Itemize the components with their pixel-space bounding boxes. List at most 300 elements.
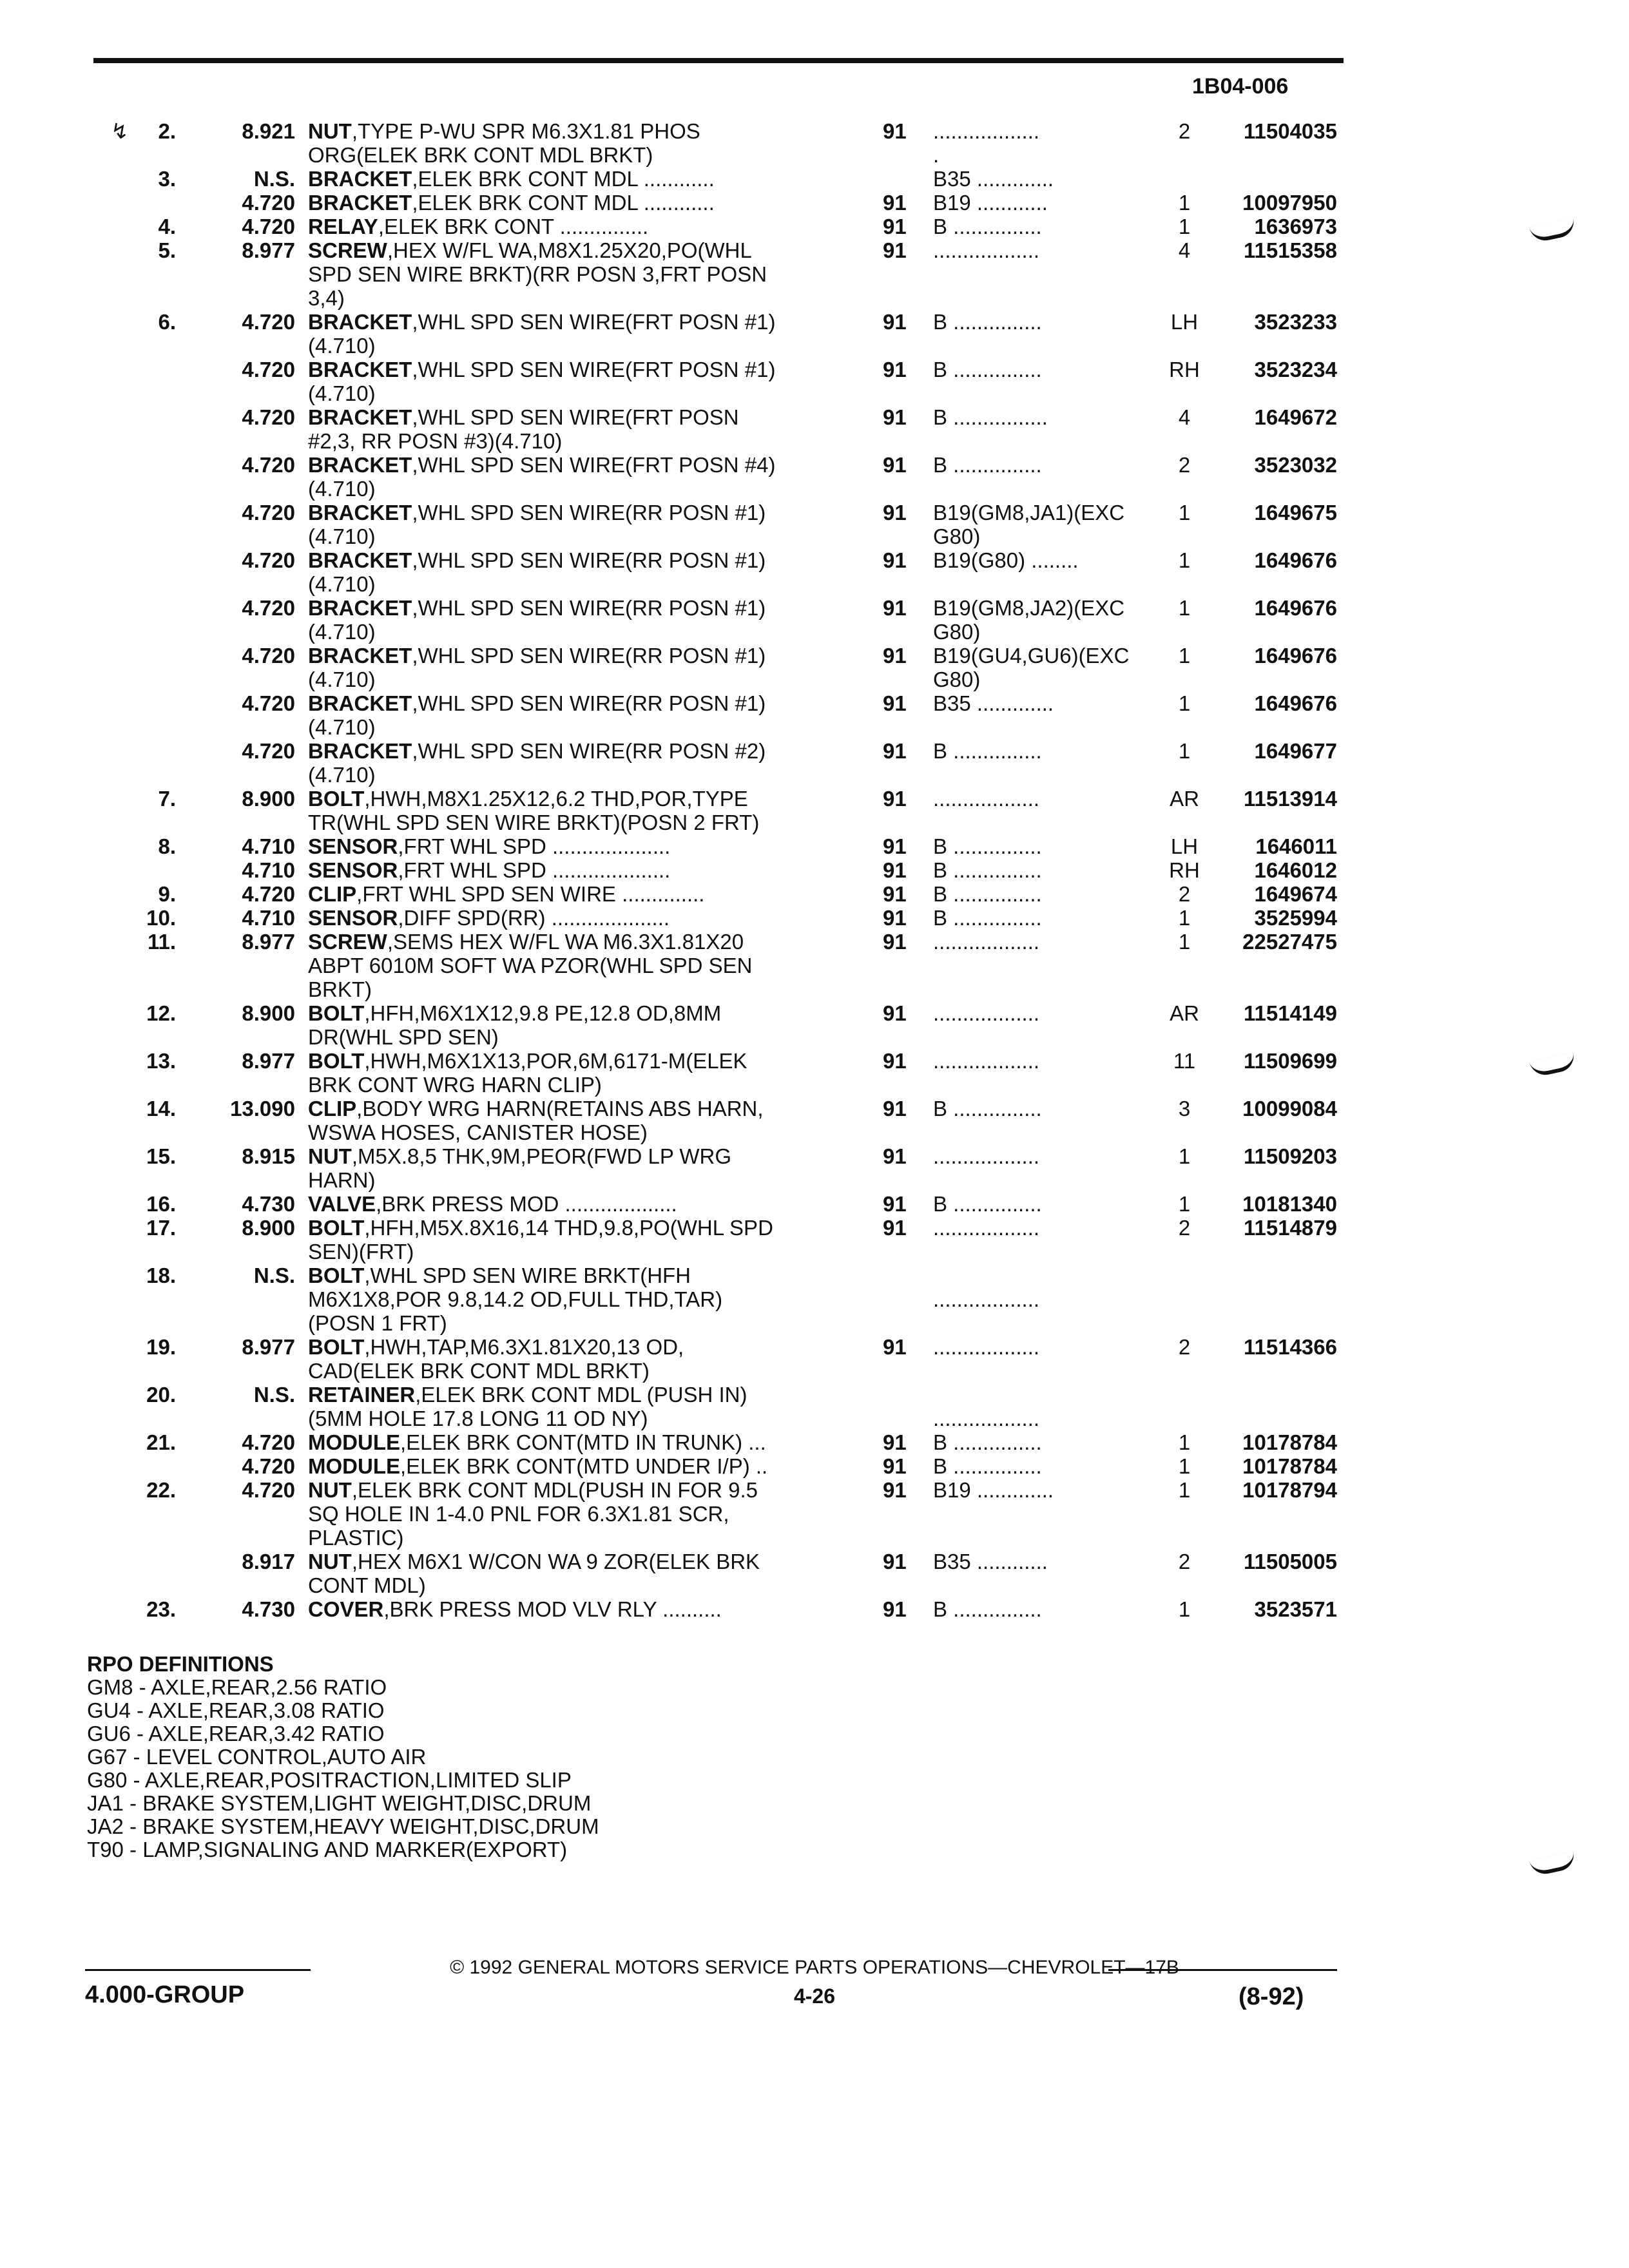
page-code: 1B04-006 (1192, 74, 1289, 99)
qty-code: 91 (883, 739, 907, 763)
quantity-used: 1 (1178, 1192, 1191, 1216)
part-description (308, 1550, 760, 1573)
qty-code: 91 (883, 930, 907, 954)
quantity-used: 1 (1178, 596, 1191, 620)
part-name: MODULE (308, 1454, 400, 1478)
model-usage: B ................ (933, 405, 1048, 429)
binder-mark (1529, 1851, 1577, 1877)
part-number: 10178784 (1242, 1430, 1337, 1454)
part-description (308, 334, 376, 358)
part-description (308, 501, 766, 524)
table-row (0, 1240, 1629, 1264)
part-detail: ,HWH,M8X1.25X12,6.2 THD,POR,TYPE (364, 787, 748, 811)
table-row (0, 1264, 1629, 1287)
table-row (0, 1311, 1629, 1335)
table-row (0, 1383, 1629, 1407)
part-detail: ,DIFF SPD(RR) .................... (398, 906, 670, 930)
model-usage: .................. (933, 930, 1040, 954)
table-row (0, 334, 1629, 358)
quantity-used: 2 (1178, 119, 1191, 143)
item-number: 15. (146, 1144, 176, 1168)
group-number: 8.900 (242, 1001, 295, 1025)
model-usage: B ............... (933, 1430, 1042, 1454)
part-description (308, 1526, 404, 1550)
table-row (0, 1526, 1629, 1550)
group-number: 4.720 (242, 215, 295, 238)
rpo-lines (87, 1676, 599, 1861)
part-detail: ,WHL SPD SEN WIRE(FRT POSN #4) (412, 453, 776, 477)
group-number: 8.915 (242, 1144, 295, 1168)
table-row (0, 739, 1629, 763)
rpo-line: GU6 - AXLE,REAR,3.42 RATIO (87, 1722, 385, 1745)
part-detail: ,WHL SPD SEN WIRE(RR POSN #2) (412, 739, 766, 763)
part-detail: ABPT 6010M SOFT WA PZOR(WHL SPD SEN (308, 954, 753, 977)
part-description (308, 763, 376, 787)
part-description (308, 524, 376, 548)
model-usage: G80) (933, 668, 981, 691)
model-usage: B19(GM8,JA2)(EXC (933, 596, 1125, 620)
part-description (308, 882, 704, 906)
group-number: 4.720 (242, 691, 295, 715)
quantity-used: 1 (1178, 501, 1191, 524)
part-description (308, 1430, 766, 1454)
qty-code: 91 (883, 501, 907, 524)
table-row (0, 1407, 1629, 1430)
table-row (0, 1216, 1629, 1240)
rpo-line: JA2 - BRAKE SYSTEM,HEAVY WEIGHT,DISC,DRUM (87, 1814, 599, 1838)
part-number: 11513914 (1243, 787, 1337, 811)
part-detail: ORG(ELEK BRK CONT MDL BRKT) (308, 143, 653, 167)
table-row (0, 882, 1629, 906)
part-name: NUT (308, 1550, 352, 1573)
qty-code: 91 (883, 691, 907, 715)
item-number: 9. (158, 882, 176, 906)
table-row (0, 787, 1629, 811)
part-detail: ,FRT WHL SPD SEN WIRE .............. (356, 882, 705, 906)
part-description (308, 668, 376, 691)
quantity-used: 1 (1178, 548, 1191, 572)
part-name: BRACKET (308, 358, 412, 381)
rpo-line: JA1 - BRAKE SYSTEM,LIGHT WEIGHT,DISC,DRUM (87, 1791, 592, 1815)
quantity-used: 11 (1173, 1049, 1196, 1073)
quantity-used: 1 (1178, 1478, 1191, 1502)
part-description (308, 1025, 499, 1049)
table-row (0, 1335, 1629, 1359)
footer-page-number: 4-26 (793, 1984, 836, 2008)
part-name: BRACKET (308, 501, 412, 524)
table-row (0, 954, 1629, 977)
part-detail: ,BODY WRG HARN(RETAINS ABS HARN, (356, 1097, 764, 1120)
model-usage: B ............... (933, 1192, 1042, 1216)
item-number: 17. (146, 1216, 176, 1240)
group-number: 8.900 (242, 1216, 295, 1240)
group-number: 4.720 (242, 596, 295, 620)
table-row (0, 1573, 1629, 1597)
quantity-used: 4 (1178, 238, 1191, 262)
qty-code: 91 (883, 1049, 907, 1073)
group-number: 4.720 (242, 501, 295, 524)
part-detail: ,WHL SPD SEN WIRE(RR POSN #1) (412, 548, 766, 572)
part-description (308, 358, 775, 381)
part-description (308, 548, 766, 572)
part-detail: (5MM HOLE 17.8 LONG 11 OD NY) (308, 1407, 648, 1430)
part-name: BRACKET (308, 167, 412, 191)
model-usage: B ............... (933, 1097, 1042, 1120)
part-number: 1649675 (1254, 501, 1337, 524)
table-row (0, 1192, 1629, 1216)
part-detail: HARN) (308, 1168, 376, 1192)
part-description (308, 262, 767, 286)
part-description (308, 215, 648, 238)
qty-code: 91 (883, 834, 907, 858)
part-detail: ,WHL SPD SEN WIRE(RR POSN #1) (412, 596, 766, 620)
table-row (0, 1168, 1629, 1192)
model-usage: B35 ............ (933, 1550, 1048, 1573)
quantity-used: 1 (1178, 739, 1191, 763)
part-number: 11514879 (1243, 1216, 1337, 1240)
item-number: 6. (158, 310, 176, 334)
group-number: 8.917 (242, 1550, 295, 1573)
part-detail: ,HWH,TAP,M6.3X1.81X20,13 OD, (364, 1335, 684, 1359)
table-row (0, 1097, 1629, 1120)
group-number: 8.977 (242, 1335, 295, 1359)
footer-group: 4.000-GROUP (85, 1981, 245, 2008)
part-name: NUT (308, 119, 352, 143)
part-description (308, 834, 670, 858)
part-detail: ,HEX M6X1 W/CON WA 9 ZOR(ELEK BRK (351, 1550, 760, 1573)
qty-code: 91 (883, 1001, 907, 1025)
rpo-definitions (87, 1653, 599, 1861)
group-number: 4.720 (242, 358, 295, 381)
part-name: COVER (308, 1597, 384, 1621)
part-detail: (4.710) (308, 334, 376, 358)
part-number: 3525994 (1254, 906, 1337, 930)
quantity-used: RH (1169, 358, 1200, 381)
part-name: BOLT (308, 1001, 365, 1025)
model-usage: .................. (933, 1144, 1040, 1168)
table-row (0, 620, 1629, 644)
table-row (0, 1144, 1629, 1168)
model-usage: B ............... (933, 882, 1042, 906)
part-number: 1649674 (1254, 882, 1337, 906)
part-description (308, 572, 376, 596)
model-usage: .................. (933, 119, 1040, 143)
model-usage: B19 ............. (933, 1478, 1054, 1502)
item-number: 10. (146, 906, 176, 930)
part-detail: M6X1X8,POR 9.8,14.2 OD,FULL THD,TAR) (308, 1287, 723, 1311)
table-row (0, 763, 1629, 787)
part-detail: (4.710) (308, 524, 376, 548)
table-row (0, 644, 1629, 668)
rpo-line: G67 - LEVEL CONTROL,AUTO AIR (87, 1745, 427, 1769)
quantity-used: LH (1170, 834, 1199, 858)
item-number: 18. (146, 1264, 176, 1287)
model-usage: B19(GU4,GU6)(EXC (933, 644, 1130, 668)
qty-code: 91 (883, 1144, 907, 1168)
table-row (0, 715, 1629, 739)
table-row (0, 1454, 1629, 1478)
table-row (0, 262, 1629, 286)
part-name: CLIP (308, 1097, 357, 1120)
table-row (0, 286, 1629, 310)
table-row (0, 596, 1629, 620)
qty-code: 91 (883, 906, 907, 930)
part-name: BOLT (308, 787, 365, 811)
quantity-used: 1 (1178, 906, 1191, 930)
group-number: 4.720 (242, 548, 295, 572)
rpo-line: GM8 - AXLE,REAR,2.56 RATIO (87, 1675, 387, 1699)
table-row (0, 1597, 1629, 1621)
part-name: SCREW (308, 930, 387, 954)
table-row (0, 1025, 1629, 1049)
part-detail: PLASTIC) (308, 1526, 404, 1550)
part-description (308, 858, 670, 882)
qty-code: 91 (883, 787, 907, 811)
part-description (308, 691, 766, 715)
part-description (308, 1383, 747, 1407)
part-detail: ,WHL SPD SEN WIRE(RR POSN #1) (412, 644, 766, 668)
rpo-line: T90 - LAMP,SIGNALING AND MARKER(EXPORT) (87, 1838, 568, 1861)
quantity-used: 3 (1178, 1097, 1191, 1120)
group-number: 8.977 (242, 1049, 295, 1073)
part-number: 10178794 (1242, 1478, 1337, 1502)
group-number: 4.720 (242, 1478, 295, 1502)
table-row (0, 572, 1629, 596)
quantity-used: 1 (1178, 930, 1191, 954)
part-detail: ,BRK PRESS MOD ................... (376, 1192, 677, 1216)
part-name: BOLT (308, 1335, 365, 1359)
model-usage: B ............... (933, 310, 1042, 334)
group-number: 8.977 (242, 930, 295, 954)
part-description (308, 405, 739, 429)
model-usage: B ............... (933, 906, 1042, 930)
part-number: 11505005 (1243, 1550, 1337, 1573)
part-description (308, 1502, 729, 1526)
model-usage: G80) (933, 524, 981, 548)
part-name: BRACKET (308, 691, 412, 715)
quantity-used: AR (1170, 1001, 1199, 1025)
item-number: 20. (146, 1383, 176, 1407)
model-usage: .................. (933, 238, 1040, 262)
model-usage: B19(G80) ........ (933, 548, 1079, 572)
part-detail: ,SEMS HEX W/FL WA M6.3X1.81X20 (387, 930, 744, 954)
part-detail: ,ELEK BRK CONT MDL (PUSH IN) (415, 1383, 747, 1407)
qty-code: 91 (883, 1335, 907, 1359)
part-name: CLIP (308, 882, 357, 906)
group-number: 4.710 (242, 834, 295, 858)
part-number: 1636973 (1254, 215, 1337, 238)
part-description (308, 715, 376, 739)
part-description (308, 1240, 414, 1264)
group-number: 4.720 (242, 1454, 295, 1478)
part-number: 3523234 (1254, 358, 1337, 381)
group-number: 4.720 (242, 1430, 295, 1454)
table-row (0, 405, 1629, 429)
part-detail: ,WHL SPD SEN WIRE(FRT POSN #1) (412, 358, 776, 381)
part-description (308, 1073, 602, 1097)
part-number: 22527475 (1242, 930, 1337, 954)
part-description (308, 1407, 648, 1430)
part-description (308, 739, 766, 763)
group-number: 4.720 (242, 453, 295, 477)
quantity-used: 1 (1178, 191, 1191, 215)
part-detail: ,ELEK BRK CONT MDL ............ (412, 167, 715, 191)
model-usage: B35 ............. (933, 691, 1054, 715)
part-name: RELAY (308, 215, 378, 238)
quantity-used: 2 (1178, 1216, 1191, 1240)
model-usage: B ............... (933, 358, 1042, 381)
qty-code: 91 (883, 596, 907, 620)
part-detail: (4.710) (308, 668, 376, 691)
table-row (0, 1430, 1629, 1454)
part-description (308, 477, 376, 501)
part-detail: ,HWH,M6X1X13,POR,6M,6171-M(ELEK (364, 1049, 747, 1073)
qty-code: 91 (883, 310, 907, 334)
model-usage: .................. (933, 1216, 1040, 1240)
qty-code: 91 (883, 1478, 907, 1502)
part-name: SENSOR (308, 906, 398, 930)
part-detail: CAD(ELEK BRK CONT MDL BRKT) (308, 1359, 650, 1383)
top-rule (93, 58, 1344, 63)
part-detail: ,WHL SPD SEN WIRE BRKT(HFH (364, 1264, 691, 1287)
table-row (0, 1478, 1629, 1502)
table-row (0, 310, 1629, 334)
part-name: BRACKET (308, 405, 412, 429)
part-description (308, 787, 748, 811)
part-detail: BRK CONT WRG HARN CLIP) (308, 1073, 602, 1097)
model-usage: B35 ............. (933, 167, 1054, 191)
quantity-used: 1 (1178, 1454, 1191, 1478)
table-row (0, 858, 1629, 882)
rpo-line: G80 - AXLE,REAR,POSITRACTION,LIMITED SLIP (87, 1768, 572, 1792)
part-detail: ,HFH,M6X1X12,9.8 PE,12.8 OD,8MM (364, 1001, 722, 1025)
model-usage: .................. (933, 1049, 1040, 1073)
table-row (0, 1287, 1629, 1311)
part-number: 11509699 (1243, 1049, 1337, 1073)
part-description (308, 1049, 747, 1073)
part-detail: ,ELEK BRK CONT ............... (378, 215, 649, 238)
part-description (308, 238, 752, 262)
part-number: 10181340 (1242, 1192, 1337, 1216)
part-description (308, 286, 345, 310)
part-description (308, 191, 715, 215)
part-detail: BRKT) (308, 977, 372, 1001)
qty-code: 91 (883, 358, 907, 381)
part-description (308, 1454, 767, 1478)
part-detail: ,ELEK BRK CONT(MTD UNDER I/P) .. (400, 1454, 768, 1478)
table-row (0, 501, 1629, 524)
part-name: VALVE (308, 1192, 376, 1216)
table-row (0, 811, 1629, 834)
part-description (308, 167, 715, 191)
part-number: 1649676 (1254, 644, 1337, 668)
model-usage: .................. (933, 1335, 1040, 1359)
part-detail: ,HEX W/FL WA,M8X1.25X20,PO(WHL (387, 238, 752, 262)
model-usage: B ............... (933, 858, 1042, 882)
part-description (308, 977, 372, 1001)
table-row (0, 429, 1629, 453)
item-number: 23. (146, 1597, 176, 1621)
group-number: N.S. (253, 167, 295, 191)
part-description (308, 954, 753, 977)
part-detail: ,ELEK BRK CONT MDL ............ (412, 191, 715, 215)
footer-date: (8-92) (1239, 1983, 1304, 2010)
table-row (0, 215, 1629, 238)
quantity-used: AR (1170, 787, 1199, 811)
quantity-used: 1 (1178, 691, 1191, 715)
item-number: 2. (158, 119, 176, 143)
item-number: 5. (158, 238, 176, 262)
part-description (308, 930, 744, 954)
qty-code: 91 (883, 1192, 907, 1216)
part-detail: SQ HOLE IN 1-4.0 PNL FOR 6.3X1.81 SCR, (308, 1502, 729, 1526)
part-detail: SEN)(FRT) (308, 1240, 414, 1264)
table-row (0, 977, 1629, 1001)
part-detail: 3,4) (308, 286, 345, 310)
part-number: 1649676 (1254, 691, 1337, 715)
part-detail: (4.710) (308, 763, 376, 787)
part-number: 1646011 (1255, 834, 1337, 858)
part-detail: ,WHL SPD SEN WIRE(FRT POSN #1) (412, 310, 776, 334)
table-row (0, 477, 1629, 501)
model-usage: B19 ............ (933, 191, 1048, 215)
group-number: 8.921 (242, 119, 295, 143)
part-description (308, 1264, 691, 1287)
qty-code: 91 (883, 548, 907, 572)
group-number: 8.977 (242, 238, 295, 262)
part-detail: ,ELEK BRK CONT(MTD IN TRUNK) ... (400, 1430, 766, 1454)
qty-code: 91 (883, 1597, 907, 1621)
part-description (308, 1311, 447, 1335)
table-row (0, 453, 1629, 477)
model-usage: .................. (933, 1287, 1040, 1311)
qty-code: 91 (883, 1430, 907, 1454)
qty-code: 91 (883, 1097, 907, 1120)
footer-copyright: © 1992 GENERAL MOTORS SERVICE PARTS OPERATIONS—CHEVROLET—17B (450, 1957, 1179, 1978)
qty-code: 91 (883, 1550, 907, 1573)
qty-code: 91 (883, 644, 907, 668)
part-number: 10099084 (1242, 1097, 1337, 1120)
quantity-used: RH (1169, 858, 1200, 882)
table-row (0, 548, 1629, 572)
part-detail: ,TYPE P-WU SPR M6.3X1.81 PHOS (351, 119, 700, 143)
table-row (0, 834, 1629, 858)
part-number: 1649676 (1254, 548, 1337, 572)
quantity-used: 1 (1178, 1144, 1191, 1168)
part-name: MODULE (308, 1430, 400, 1454)
model-usage: B ............... (933, 215, 1042, 238)
part-name: BOLT (308, 1049, 365, 1073)
part-name: RETAINER (308, 1383, 416, 1407)
group-number: 4.720 (242, 644, 295, 668)
part-description (308, 620, 376, 644)
part-number: 10097950 (1242, 191, 1337, 215)
table-row (0, 1001, 1629, 1025)
group-number: 4.720 (242, 739, 295, 763)
quantity-used: LH (1170, 310, 1199, 334)
part-description (308, 1144, 731, 1168)
part-number: 10178784 (1242, 1454, 1337, 1478)
table-row (0, 524, 1629, 548)
part-description (308, 310, 775, 334)
part-description (308, 1359, 650, 1383)
rpo-line: GU4 - AXLE,REAR,3.08 RATIO (87, 1698, 385, 1722)
group-number: 4.730 (242, 1597, 295, 1621)
quantity-used: 2 (1178, 1335, 1191, 1359)
part-detail: ,WHL SPD SEN WIRE(RR POSN #1) (412, 501, 766, 524)
group-number: 13.090 (230, 1097, 295, 1120)
part-name: BOLT (308, 1264, 365, 1287)
